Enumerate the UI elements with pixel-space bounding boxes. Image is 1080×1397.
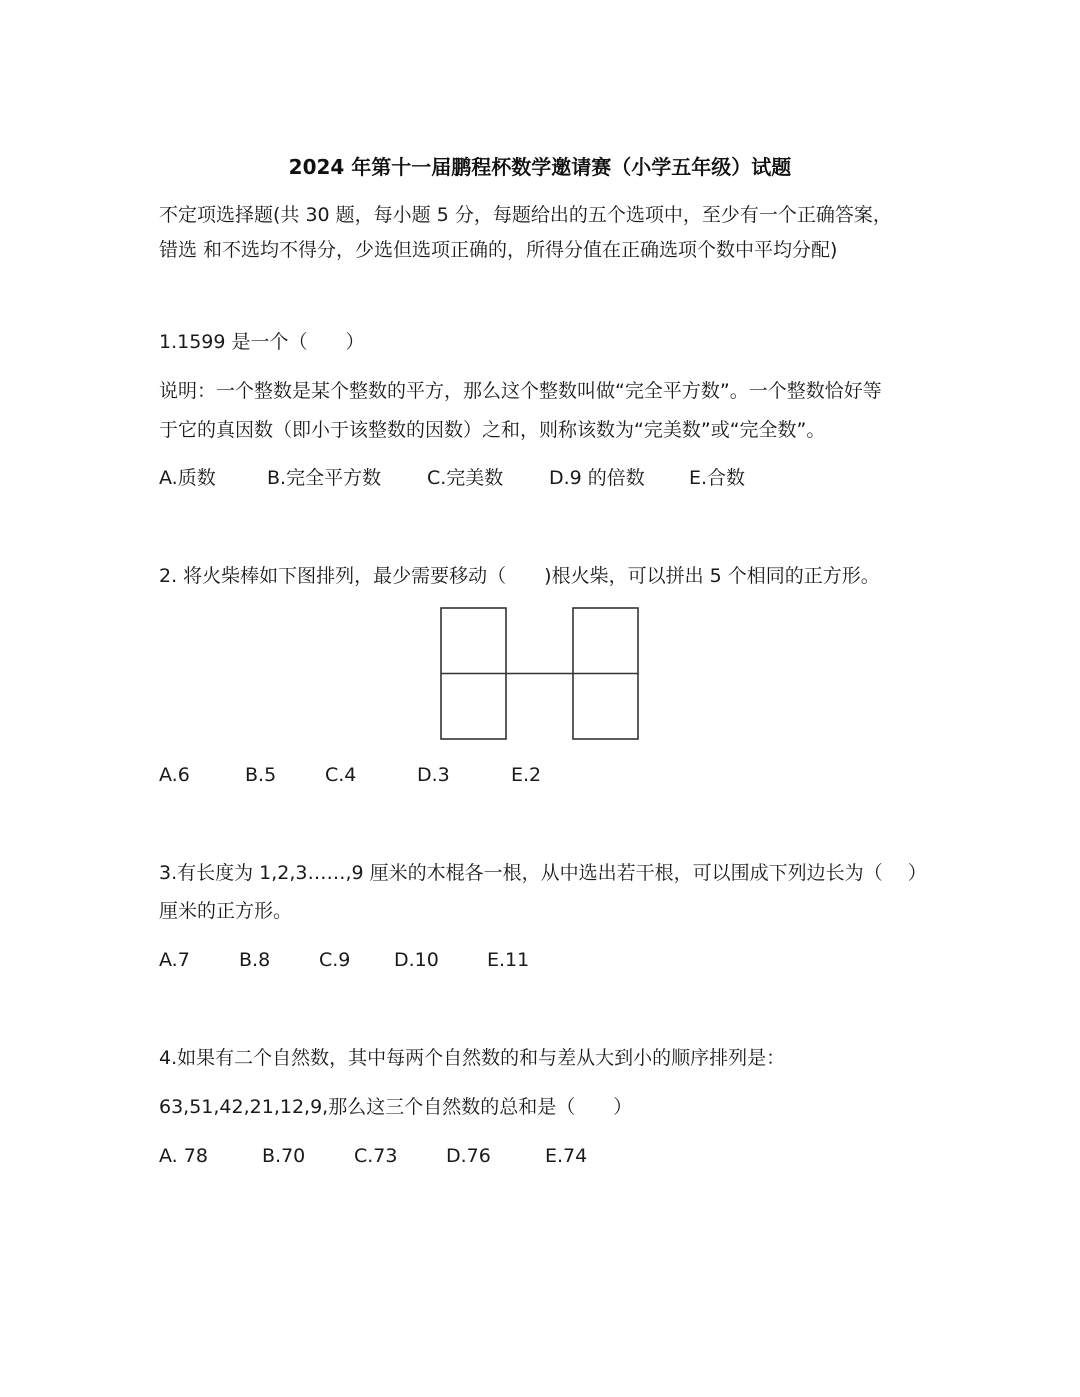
question-1-stem: 1.1599 是一个（ ） [159, 331, 365, 353]
q4-option-b: B.70 [262, 1145, 306, 1167]
q3-option-e: E.11 [487, 949, 530, 971]
q4-option-a: A. 78 [159, 1145, 208, 1167]
question-4-stem-line-2: 63,51,42,21,12,9,那么这三个自然数的总和是（ ） [159, 1096, 633, 1118]
question-1-note-line-2: 于它的真因数（即小于该整数的因数）之和，则称该数为“完美数”或“完全数”。 [159, 419, 826, 441]
instructions-line-1: 不定项选择题(共 30 题，每小题 5 分，每题给出的五个选项中，至少有一个正确答案， [159, 204, 892, 226]
q1-option-d: D.9 的倍数 [549, 467, 645, 489]
question-4-stem-line-1: 4.如果有二个自然数，其中每两个自然数的和与差从大到小的顺序排列是： [159, 1047, 786, 1069]
q2-option-c: C.4 [325, 764, 357, 786]
q2-option-d: D.3 [417, 764, 450, 786]
q2-option-a: A.6 [159, 764, 190, 786]
q4-option-e: E.74 [545, 1145, 588, 1167]
q3-option-c: C.9 [319, 949, 351, 971]
q4-option-d: D.76 [446, 1145, 491, 1167]
q4-option-c: C.73 [354, 1145, 398, 1167]
instructions-line-2: 错选 和不选均不得分，少选但选项正确的，所得分值在正确选项个数中平均分配) [159, 239, 838, 261]
q2-option-b: B.5 [245, 764, 277, 786]
question-2-stem: 2. 将火柴棒如下图排列，最少需要移动（ )根火柴，可以拼出 5 个相同的正方形。 [159, 565, 880, 587]
question-3-stem-line-2: 厘米的正方形。 [159, 900, 293, 922]
q3-option-a: A.7 [159, 949, 190, 971]
q1-option-a: A.质数 [159, 467, 216, 489]
q3-option-d: D.10 [394, 949, 439, 971]
q1-option-b: B.完全平方数 [267, 467, 382, 489]
q1-option-e: E.合数 [689, 467, 746, 489]
matchstick-figure [438, 605, 644, 743]
question-1-note-line-1: 说明：一个整数是某个整数的平方，那么这个整数叫做“完全平方数”。一个整数恰好等 [159, 380, 882, 402]
question-3-stem-line-1: 3.有长度为 1,2,3……,9 厘米的木棍各一根，从中选出若干根，可以围成下列边长为（ ） [159, 862, 927, 884]
q1-option-c: C.完美数 [427, 467, 504, 489]
q2-option-e: E.2 [511, 764, 542, 786]
q3-option-b: B.8 [239, 949, 271, 971]
page-title: 2024 年第十一届鹏程杯数学邀请赛（小学五年级）试题 [288, 155, 792, 179]
